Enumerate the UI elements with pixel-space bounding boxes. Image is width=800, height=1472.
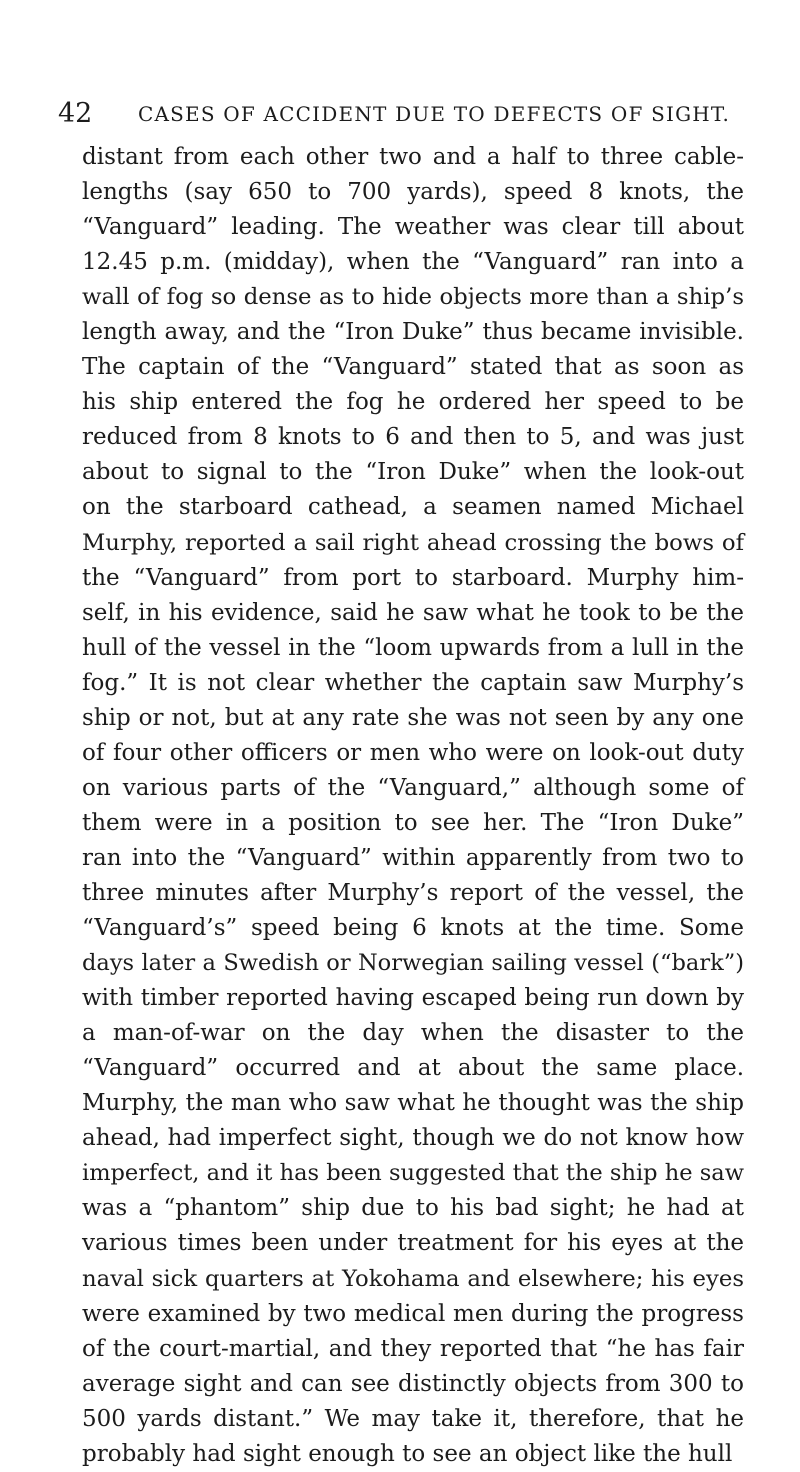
text-line: naval sick quarters at Yokohama and elsewhere; his eyes bbox=[82, 1265, 744, 1292]
text-line: Murphy, the man who saw what he thought was the ship bbox=[82, 1090, 744, 1117]
text-line: probably had sight enough to see an object like the hull bbox=[82, 1440, 733, 1467]
text-line: distant from each other two and a half to three cable- bbox=[82, 144, 744, 170]
text-line: ran into the “Vanguard” within apparently from two to bbox=[82, 844, 744, 871]
text-line: lengths (say 650 to 700 yards), speed 8 knots, the bbox=[82, 179, 744, 206]
text-line: average sight and can see distinctly objects from 300 to bbox=[82, 1370, 744, 1397]
text-line: reduced from 8 knots to 6 and then to 5, and was just bbox=[82, 424, 744, 451]
text-line: them were in a position to see her. The “Iron Duke” bbox=[82, 809, 744, 836]
text-line: was a “phantom” ship due to his bad sight; he had at bbox=[82, 1195, 744, 1222]
running-head: CASES OF ACCIDENT DUE TO DEFECTS OF SIGHT. bbox=[138, 102, 731, 126]
text-line: The captain of the “Vanguard” stated that as soon as bbox=[82, 354, 744, 381]
text-line: the “Vanguard” from port to starboard. Murphy him- bbox=[82, 564, 744, 591]
text-line: of the court-martial, and they reported that “he has fair bbox=[82, 1335, 744, 1362]
text-line: imperfect, and it has been suggested that the ship he saw bbox=[82, 1160, 744, 1187]
text-line: Murphy, reported a sail right ahead crossing the bows of bbox=[82, 529, 744, 556]
text-line: were examined by two medical men during the progress bbox=[82, 1300, 744, 1327]
text-line: with timber reported having escaped being run down by bbox=[82, 985, 744, 1012]
text-line: on various parts of the “Vanguard,” although some of bbox=[82, 774, 744, 801]
text-line: “Vanguard’s” speed being 6 knots at the time. Some bbox=[82, 915, 744, 942]
text-line: ahead, had imperfect sight, though we do not know how bbox=[82, 1125, 744, 1152]
text-line: fog.” It is not clear whether the captain saw Murphy’s bbox=[82, 669, 744, 696]
text-line: wall of fog so dense as to hide objects more than a ship’s bbox=[82, 284, 744, 311]
text-line: hull of the vessel in the “loom upwards from a lull in the bbox=[82, 634, 744, 661]
page-header bbox=[58, 96, 748, 132]
text-line: his ship entered the fog he ordered her speed to be bbox=[82, 389, 744, 416]
text-line: three minutes after Murphy’s report of the vessel, the bbox=[82, 879, 744, 906]
text-line: self, in his evidence, said he saw what he took to be the bbox=[82, 599, 744, 626]
text-line: various times been under treatment for his eyes at the bbox=[82, 1230, 744, 1257]
text-line: on the starboard cathead, a seamen named Michael bbox=[82, 494, 744, 521]
text-line: days later a Swedish or Norwegian sailing vessel (“bark”) bbox=[82, 950, 744, 977]
text-line: ship or not, but at any rate she was not seen by any one bbox=[82, 704, 744, 731]
text-line: 12.45 p.m. (midday), when the “Vanguard” ran into a bbox=[82, 249, 744, 276]
text-line: of four other officers or men who were on look-out duty bbox=[82, 739, 744, 766]
text-line: 500 yards distant.” We may take it, therefore, that he bbox=[82, 1405, 744, 1432]
text-line: “Vanguard” occurred and at about the same place. bbox=[82, 1055, 744, 1082]
text-line: length away, and the “Iron Duke” thus became invisible. bbox=[82, 319, 744, 346]
text-line: about to signal to the “Iron Duke” when the look-out bbox=[82, 459, 744, 486]
page-number: 42 bbox=[58, 98, 93, 129]
text-line: a man-of-war on the day when the disaster to the bbox=[82, 1020, 744, 1047]
body-text bbox=[82, 140, 744, 1472]
text-line: “Vanguard” leading. The weather was clear till about bbox=[82, 214, 744, 241]
